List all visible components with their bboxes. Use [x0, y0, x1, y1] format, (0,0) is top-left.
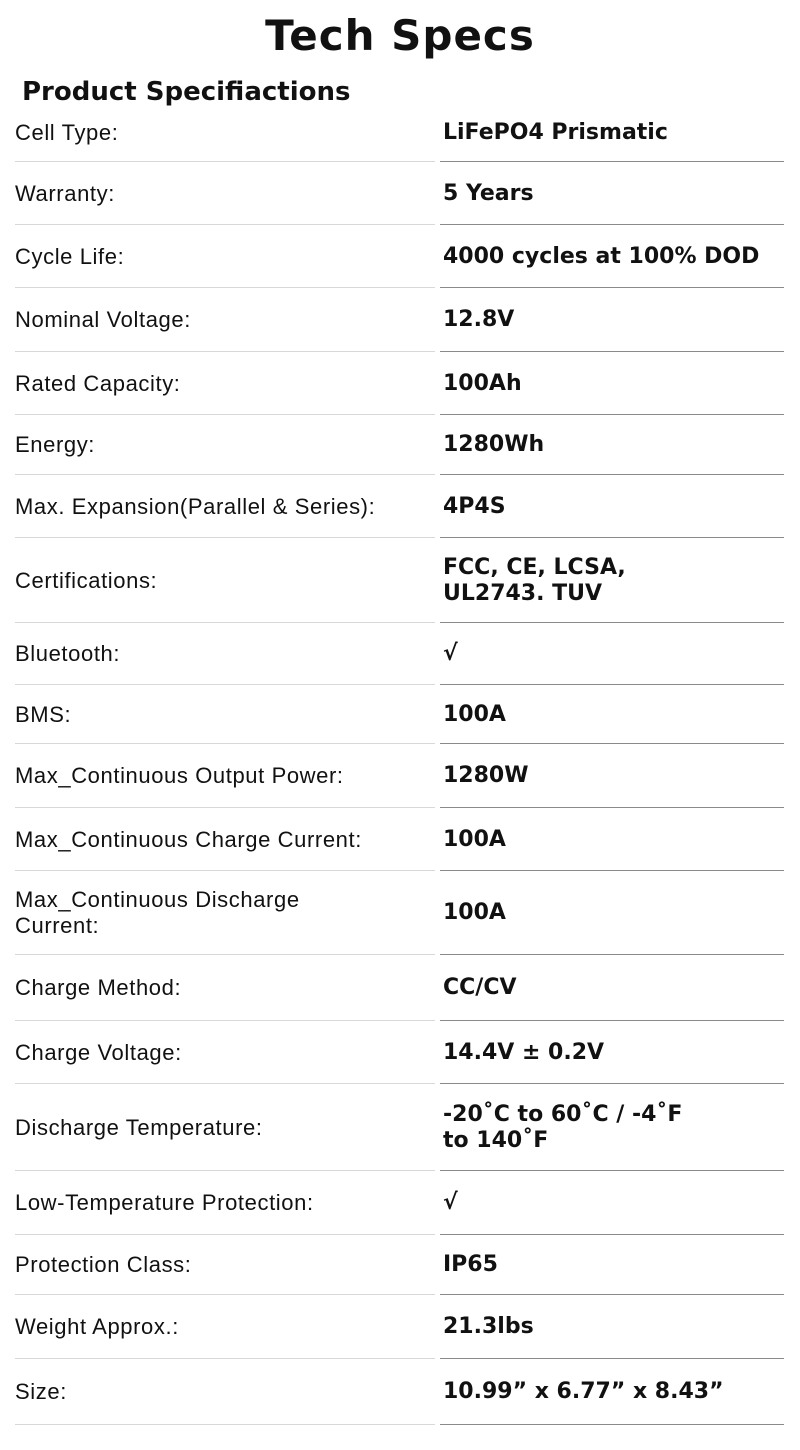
spec-row [0, 955, 800, 1021]
spec-label: Nominal Voltage: [15, 307, 191, 332]
spec-value: 12.8V [443, 307, 515, 332]
spec-label: Max_Continuous Output Power: [15, 763, 344, 788]
spec-label: Protection Class: [15, 1252, 192, 1277]
spec-row [0, 1084, 800, 1171]
spec-row [0, 1021, 800, 1084]
spec-value: √ [443, 641, 458, 666]
spec-row [0, 1235, 800, 1295]
spec-table [0, 103, 800, 1425]
spec-value: -20˚C to 60˚C / -4˚F to 140˚F [443, 1101, 683, 1153]
spec-row [0, 1295, 800, 1359]
spec-label: Charge Voltage: [15, 1039, 182, 1065]
spec-label: Low-Temperature Protection: [15, 1190, 314, 1215]
spec-label: Weight Approx.: [15, 1314, 179, 1339]
row-divider [15, 1424, 435, 1425]
spec-row [0, 103, 800, 162]
spec-row [0, 225, 800, 288]
spec-label: Discharge Temperature: [15, 1114, 263, 1140]
spec-row [0, 475, 800, 538]
spec-label: Certifications: [15, 567, 158, 593]
spec-label: Warranty: [15, 180, 115, 206]
spec-row [0, 288, 800, 352]
spec-label: Bluetooth: [15, 641, 121, 666]
spec-value: 14.4V ± 0.2V [443, 1039, 605, 1065]
spec-row [0, 808, 800, 871]
spec-label: Cycle Life: [15, 243, 125, 269]
spec-value: 1280Wh [443, 432, 545, 457]
spec-value: 21.3lbs [443, 1314, 534, 1339]
spec-label: Max_Continuous Discharge Current: [15, 887, 300, 938]
spec-value: IP65 [443, 1252, 498, 1277]
spec-value: 4000 cycles at 100% DOD [443, 243, 760, 269]
spec-row [0, 1171, 800, 1235]
section-title: Product Specifiactions [22, 77, 351, 107]
spec-label: Cell Type: [15, 119, 119, 145]
spec-value: 100Ah [443, 370, 522, 396]
spec-value: 100A [443, 701, 506, 727]
spec-value: 10.99” x 6.77” x 8.43” [443, 1379, 724, 1404]
spec-value: 100A [443, 826, 506, 852]
spec-row [0, 623, 800, 685]
page-title: Tech Specs [265, 11, 535, 60]
spec-value: √ [443, 1190, 458, 1215]
spec-row [0, 744, 800, 808]
spec-label: Charge Method: [15, 975, 182, 1000]
spec-row [0, 538, 800, 623]
spec-value: 100A [443, 900, 506, 925]
spec-row [0, 415, 800, 475]
spec-value: LiFePO4 Prismatic [443, 119, 668, 145]
spec-label: BMS: [15, 701, 72, 727]
spec-value: 5 Years [443, 180, 534, 206]
spec-label: Energy: [15, 432, 96, 457]
spec-row [0, 685, 800, 744]
spec-row [0, 871, 800, 955]
spec-value: FCC, CE, LCSA, UL2743. TUV [443, 554, 626, 606]
spec-row [0, 352, 800, 415]
spec-label: Max_Continuous Charge Current: [15, 826, 362, 852]
spec-value: CC/CV [443, 975, 517, 1000]
spec-row [0, 1359, 800, 1425]
spec-label: Size: [15, 1379, 67, 1404]
spec-label: Rated Capacity: [15, 370, 181, 396]
spec-value: 4P4S [443, 493, 506, 519]
spec-row [0, 162, 800, 225]
spec-value: 1280W [443, 763, 529, 788]
spec-label: Max. Expansion(Parallel & Series): [15, 493, 376, 519]
row-divider [440, 1424, 784, 1425]
